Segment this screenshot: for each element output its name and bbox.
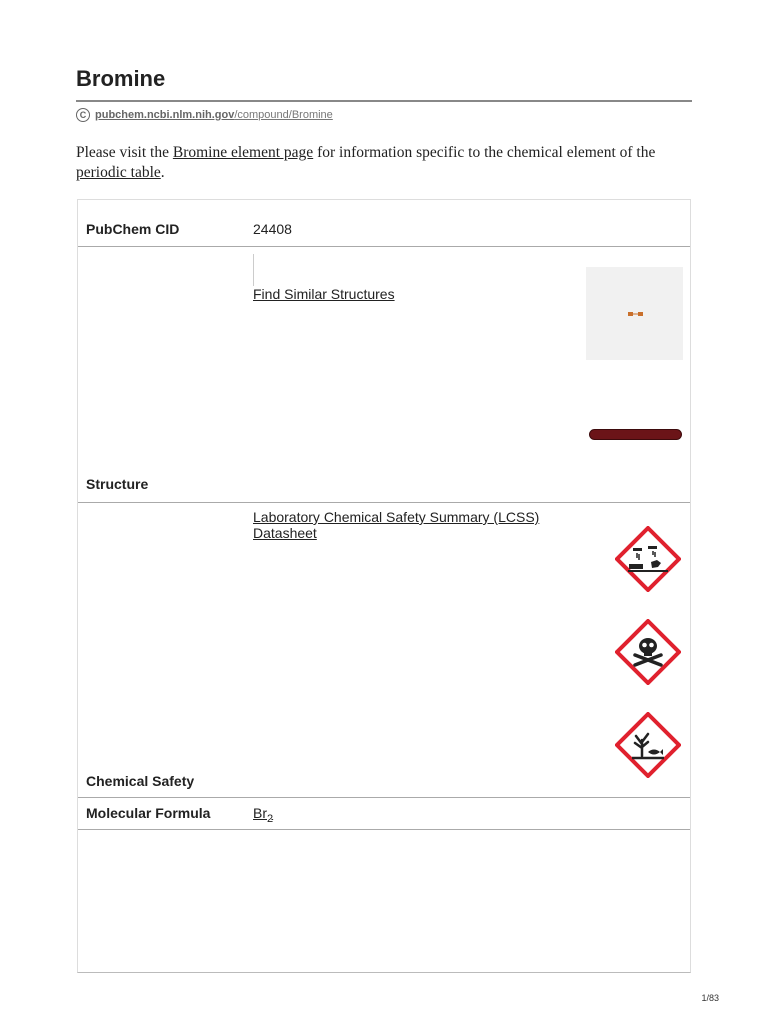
structure-divider [253,254,254,286]
formula-base: Br [253,805,267,821]
source-domain-link[interactable]: pubchem.ncbi.nlm.nih.gov [95,109,235,121]
source-path-link[interactable]: /compound/Bromine [234,109,333,121]
compound-summary-table [77,199,691,973]
skull-crossbones-icon[interactable] [615,619,681,685]
intro-paragraph [76,143,696,183]
molecular-formula-label: Molecular Formula [86,805,211,821]
cid-value: 24408 [253,221,292,237]
chemical-safety-label: Chemical Safety [86,773,195,789]
bromine-element-page-link[interactable]: Bromine element page [172,144,314,161]
intro-text-1: Please visit the [76,144,173,161]
lcss-link-line-1: Laboratory Chemical Safety Summary (LCSS) [253,509,540,525]
table-row-molecular-formula [78,797,690,830]
corrosion-icon[interactable] [615,526,681,592]
periodic-table-link[interactable]: periodic table [76,164,161,181]
page-number: 1/83 [701,993,719,1003]
copyright-icon: C [76,108,90,122]
title-divider [76,100,692,102]
table-row-structure [78,246,690,503]
environment-icon[interactable] [615,712,681,778]
structure-3d-image[interactable] [589,429,682,440]
page-title: Bromine [76,66,166,91]
molecular-formula-link[interactable] [253,805,273,825]
structure-2d-image[interactable] [586,267,683,360]
lcss-datasheet-link[interactable] [253,509,539,541]
br2-molecule-icon [586,267,683,360]
lcss-link-line-2: Datasheet [253,525,317,541]
intro-text-2: for information specific to the chemical element of the [313,144,656,161]
intro-text-3: . [160,164,165,181]
cid-label: PubChem CID [86,221,180,237]
table-row-empty [78,829,690,973]
find-similar-structures-link[interactable]: Find Similar Structures [253,286,395,302]
source-line [76,107,333,123]
structure-label: Structure [86,476,149,492]
table-row-chemical-safety [78,502,690,798]
table-row-cid [78,200,690,247]
formula-subscript: 2 [267,812,274,825]
